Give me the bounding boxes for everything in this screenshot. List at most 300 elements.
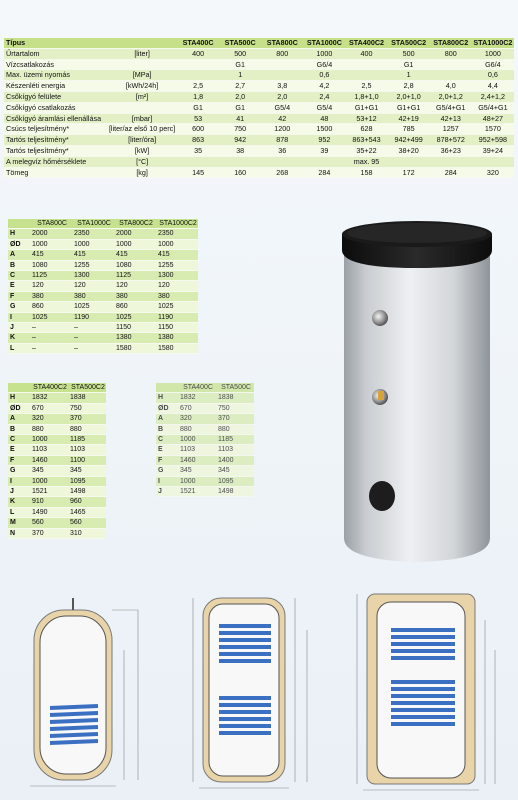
- spec-value: 41: [219, 113, 261, 124]
- spec-value: 2,4: [303, 91, 345, 102]
- dimension-value: 1000: [30, 435, 68, 445]
- dimension-value: 345: [216, 466, 254, 476]
- spec-value: [430, 156, 472, 167]
- spec-value: 2,0+1,0: [388, 91, 430, 102]
- spec-unit: [107, 102, 177, 113]
- spec-value: 863: [177, 135, 219, 146]
- dimension-value: 910: [30, 497, 68, 507]
- dimension-value: 1025: [72, 302, 114, 312]
- spec-value: 145: [177, 167, 219, 178]
- dimension-key: B: [8, 260, 30, 270]
- tank-body: [344, 250, 490, 562]
- dimension-row: [156, 476, 254, 486]
- dimension-value: 1000: [156, 239, 198, 249]
- dimension-value: 1838: [216, 393, 254, 403]
- spec-row: [4, 70, 514, 81]
- spec-value: 2,5: [177, 81, 219, 92]
- dimension-value: 320: [30, 414, 68, 424]
- dimension-key: C: [8, 271, 30, 281]
- spec-value: 2,0: [261, 91, 303, 102]
- dimension-row: [156, 393, 254, 403]
- dimension-value: STA1000C: [72, 219, 114, 229]
- spec-value: 2,7: [219, 81, 261, 92]
- dimension-row: [8, 260, 198, 270]
- dimension-value: 1465: [68, 507, 106, 517]
- spec-unit: [kW]: [107, 145, 177, 156]
- dimension-value: 1832: [178, 393, 216, 403]
- dimension-value: 1000: [30, 239, 72, 249]
- dimension-value: 345: [68, 466, 106, 476]
- spec-row: [4, 124, 514, 135]
- dimension-value: 120: [30, 281, 72, 291]
- spec-unit: [107, 38, 177, 48]
- spec-value: 1: [388, 70, 430, 81]
- dimension-value: –: [72, 343, 114, 353]
- spec-value: STA400C2: [345, 38, 387, 48]
- dimension-value: 120: [72, 281, 114, 291]
- dimension-value: 1103: [68, 445, 106, 455]
- dimension-key: H: [156, 393, 178, 403]
- dimension-value: 320: [178, 414, 216, 424]
- spec-value: 878: [261, 135, 303, 146]
- dimension-value: 2350: [72, 229, 114, 239]
- spec-value: STA1000C: [303, 38, 345, 48]
- spec-label: Vízcsatlakozás: [4, 59, 107, 70]
- dimension-row: [8, 393, 106, 403]
- spec-value: G1: [177, 102, 219, 113]
- spec-unit: [107, 59, 177, 70]
- dimension-value: 2000: [30, 229, 72, 239]
- dimension-row: [8, 518, 106, 528]
- spec-label: Csőkígyó csatlakozás: [4, 102, 107, 113]
- spec-unit: [mbar]: [107, 113, 177, 124]
- spec-value: G5/4+G1: [430, 102, 472, 113]
- spec-value: 39+24: [472, 145, 514, 156]
- dimension-value: 1380: [156, 333, 198, 343]
- drawing-twin-coil: [175, 590, 325, 795]
- spec-value: 878+572: [430, 135, 472, 146]
- dimension-value: 1000: [114, 239, 156, 249]
- spec-value: 39: [303, 145, 345, 156]
- dimension-row: [8, 476, 106, 486]
- dimension-value: STA800C: [30, 219, 72, 229]
- dimension-value: 1190: [72, 312, 114, 322]
- spec-value: 0,6: [472, 70, 514, 81]
- dimension-value: 880: [216, 424, 254, 434]
- spec-value: [261, 156, 303, 167]
- dimension-key: M: [8, 518, 30, 528]
- dimension-key: A: [156, 414, 178, 424]
- spec-value: 1200: [261, 124, 303, 135]
- spec-value: G5/4: [261, 102, 303, 113]
- spec-value: 158: [345, 167, 387, 178]
- spec-row: [4, 167, 514, 178]
- spec-label: Csőkígyó áramlási ellenállása: [4, 113, 107, 124]
- spec-value: [261, 70, 303, 81]
- dimension-value: 2350: [156, 229, 198, 239]
- dimension-key: F: [8, 455, 30, 465]
- sensor-port-upper: [372, 310, 388, 326]
- dimension-value: 860: [114, 302, 156, 312]
- dimension-key: C: [8, 435, 30, 445]
- spec-value: 1: [219, 70, 261, 81]
- dimension-row: [8, 302, 198, 312]
- dimension-key: F: [8, 291, 30, 301]
- spec-value: 400: [345, 48, 387, 59]
- spec-row: [4, 48, 514, 59]
- spec-value: STA800C: [261, 38, 303, 48]
- dimension-key: [8, 383, 30, 393]
- spec-value: 160: [219, 167, 261, 178]
- dimension-row: [8, 291, 198, 301]
- spec-label: Csőkígyó felülete: [4, 91, 107, 102]
- dimension-value: –: [30, 323, 72, 333]
- dimension-value: 1095: [216, 476, 254, 486]
- spec-value: [177, 59, 219, 70]
- dimension-value: 1580: [114, 343, 156, 353]
- dimension-value: 1080: [30, 260, 72, 270]
- dimension-row: [156, 466, 254, 476]
- dimension-row: [8, 271, 198, 281]
- drawing-single-coil: [20, 590, 150, 795]
- spec-value: [345, 59, 387, 70]
- dimension-key: J: [8, 487, 30, 497]
- spec-value: 53: [177, 113, 219, 124]
- dimension-key: E: [8, 281, 30, 291]
- spec-value: 42+19: [388, 113, 430, 124]
- spec-value: G6/4: [472, 59, 514, 70]
- dimension-value: 1255: [156, 260, 198, 270]
- spec-value: 48: [303, 113, 345, 124]
- dimension-value: 1838: [68, 393, 106, 403]
- spec-value: 1000: [472, 48, 514, 59]
- dimension-row: [8, 239, 198, 249]
- dimension-row: [156, 414, 254, 424]
- dimension-table-800-1000: [8, 219, 198, 354]
- dimension-value: 560: [30, 518, 68, 528]
- dimension-value: 380: [72, 291, 114, 301]
- dimension-value: 670: [178, 403, 216, 413]
- dimension-key: E: [156, 445, 178, 455]
- dimension-key: I: [8, 476, 30, 486]
- dimension-value: 1025: [114, 312, 156, 322]
- dimension-value: STA800C2: [114, 219, 156, 229]
- dimension-value: 1095: [68, 476, 106, 486]
- dimension-row: [8, 528, 106, 538]
- dimension-row: [8, 497, 106, 507]
- dimension-key: G: [8, 302, 30, 312]
- dimension-value: 1000: [178, 435, 216, 445]
- flange-port: [369, 481, 395, 511]
- spec-unit: [MPa]: [107, 70, 177, 81]
- spec-label: Csúcs teljesítmény*: [4, 124, 107, 135]
- spec-value: 38+20: [388, 145, 430, 156]
- spec-value: 800: [430, 48, 472, 59]
- spec-value: 1500: [303, 124, 345, 135]
- dimension-key: N: [8, 528, 30, 538]
- dimension-row: [8, 229, 198, 239]
- dimension-key: J: [8, 323, 30, 333]
- dimension-value: 1025: [156, 302, 198, 312]
- spec-value: 2,8: [388, 81, 430, 92]
- dimension-value: 1460: [178, 455, 216, 465]
- spec-value: [430, 70, 472, 81]
- spec-label: Max. üzemi nyomás: [4, 70, 107, 81]
- dimension-value: 1380: [114, 333, 156, 343]
- dimension-value: 370: [68, 414, 106, 424]
- drawing-large-tank: [345, 590, 505, 795]
- spec-row: [4, 102, 514, 113]
- spec-value: 42: [261, 113, 303, 124]
- dimension-row: [156, 424, 254, 434]
- spec-value: [177, 70, 219, 81]
- dimension-value: 1498: [216, 487, 254, 497]
- dimension-key: L: [8, 507, 30, 517]
- dimension-key: B: [8, 424, 30, 434]
- dimension-value: 1460: [30, 455, 68, 465]
- dimension-key: H: [8, 393, 30, 403]
- spec-value: STA500C: [219, 38, 261, 48]
- dimension-value: 1521: [178, 487, 216, 497]
- dimension-value: 1103: [30, 445, 68, 455]
- dimension-row: [156, 445, 254, 455]
- dimension-key: C: [156, 435, 178, 445]
- spec-value: [261, 59, 303, 70]
- spec-unit: [liter/az első 10 perc]: [108, 124, 176, 134]
- dimension-row: [156, 455, 254, 465]
- dimension-key: E: [8, 445, 30, 455]
- dimension-value: 415: [114, 250, 156, 260]
- dimension-value: 120: [114, 281, 156, 291]
- dimension-key: K: [8, 497, 30, 507]
- dimension-value: 345: [30, 466, 68, 476]
- spec-value: 284: [430, 167, 472, 178]
- spec-value: 320: [472, 167, 514, 178]
- spec-value: max. 95: [345, 156, 387, 167]
- dimension-value: 310: [68, 528, 106, 538]
- dimension-value: 1080: [114, 260, 156, 270]
- spec-row: [4, 59, 514, 70]
- spec-unit: [liter]: [107, 48, 177, 59]
- spec-table: [4, 38, 514, 178]
- tank-photo: [336, 220, 498, 566]
- dimension-value: STA400C2: [30, 383, 68, 393]
- dimension-value: 345: [178, 466, 216, 476]
- spec-value: 35: [177, 145, 219, 156]
- dimension-value: STA1000C2: [156, 219, 198, 229]
- spec-value: [430, 59, 472, 70]
- dimension-value: 560: [68, 518, 106, 528]
- spec-value: G1: [219, 102, 261, 113]
- spec-value: G6/4: [303, 59, 345, 70]
- spec-unit: [m²]: [107, 91, 177, 102]
- dimension-value: 1185: [216, 435, 254, 445]
- spec-value: 4,0: [430, 81, 472, 92]
- spec-row: [4, 91, 514, 102]
- dimension-value: 120: [156, 281, 198, 291]
- dimension-value: 1185: [68, 435, 106, 445]
- dimension-key: ØD: [156, 403, 178, 413]
- dimension-value: 1100: [68, 455, 106, 465]
- spec-value: 750: [219, 124, 261, 135]
- spec-value: [388, 156, 430, 167]
- spec-value: 863+543: [345, 135, 387, 146]
- dimension-value: 1000: [178, 476, 216, 486]
- dimension-value: 860: [30, 302, 72, 312]
- dimension-row: [8, 403, 106, 413]
- dimension-row: [8, 414, 106, 424]
- dimension-value: 880: [68, 424, 106, 434]
- spec-value: [219, 156, 261, 167]
- spec-value: G1: [219, 59, 261, 70]
- dimension-row: [8, 281, 198, 291]
- dimension-value: 1400: [216, 455, 254, 465]
- dimension-value: 380: [114, 291, 156, 301]
- dimension-value: 1255: [72, 260, 114, 270]
- dimension-value: STA400C: [178, 383, 216, 393]
- dimension-header-row: [8, 383, 106, 393]
- dimension-value: 2000: [114, 229, 156, 239]
- dimension-key: H: [8, 229, 30, 239]
- dimension-value: 960: [68, 497, 106, 507]
- dimension-value: 1190: [156, 312, 198, 322]
- dimension-row: [8, 312, 198, 322]
- dimension-value: 1125: [114, 271, 156, 281]
- spec-value: 1570: [472, 124, 514, 135]
- dimension-key: A: [8, 414, 30, 424]
- dimension-row: [8, 445, 106, 455]
- dimension-value: 1025: [30, 312, 72, 322]
- spec-value: [345, 70, 387, 81]
- spec-label: A melegvíz hőmérséklete: [4, 156, 107, 167]
- spec-value: 172: [388, 167, 430, 178]
- spec-label: Űrtartalom: [4, 48, 107, 59]
- spec-value: 42+13: [430, 113, 472, 124]
- dimension-value: –: [30, 343, 72, 353]
- spec-value: 4,4: [472, 81, 514, 92]
- dimension-key: A: [8, 250, 30, 260]
- spec-header-row: [4, 38, 514, 48]
- dimension-value: 1300: [156, 271, 198, 281]
- spec-value: 400: [177, 48, 219, 59]
- spec-label: Készenléti energia: [4, 81, 107, 92]
- dimension-key: F: [156, 455, 178, 465]
- dimension-value: 380: [156, 291, 198, 301]
- dimension-table-400c-500c: [156, 383, 254, 497]
- spec-value: 36: [261, 145, 303, 156]
- spec-value: 4,2: [303, 81, 345, 92]
- spec-value: 1257: [430, 124, 472, 135]
- spec-value: 1,8+1,0: [345, 91, 387, 102]
- dimension-row: [8, 466, 106, 476]
- dimension-value: 1000: [72, 239, 114, 249]
- spec-unit: [kWh/24h]: [107, 81, 177, 92]
- spec-value: G1+G1: [345, 102, 387, 113]
- dimension-value: 415: [156, 250, 198, 260]
- dimension-row: [8, 333, 198, 343]
- spec-row: [4, 145, 514, 156]
- dimension-row: [8, 323, 198, 333]
- spec-value: 38: [219, 145, 261, 156]
- spec-value: 952+598: [472, 135, 514, 146]
- dimension-value: 1103: [216, 445, 254, 455]
- dimension-value: 415: [30, 250, 72, 260]
- lower-coil-large: [391, 682, 455, 724]
- dimension-key: [8, 219, 30, 229]
- dimension-key: ØD: [8, 403, 30, 413]
- dimension-value: 370: [30, 528, 68, 538]
- spec-row: [4, 81, 514, 92]
- spec-value: 2,4+1,2: [472, 91, 514, 102]
- dimension-row: [8, 424, 106, 434]
- spec-value: 500: [388, 48, 430, 59]
- spec-value: 2,0: [219, 91, 261, 102]
- dimension-value: 1580: [156, 343, 198, 353]
- spec-value: 785: [388, 124, 430, 135]
- dimension-row: [156, 487, 254, 497]
- spec-value: 3,8: [261, 81, 303, 92]
- spec-unit: [kg]: [107, 167, 177, 178]
- spec-value: 942: [219, 135, 261, 146]
- dimension-row: [156, 403, 254, 413]
- dimension-key: [156, 383, 178, 393]
- dimension-value: 1125: [30, 271, 72, 281]
- spec-unit: [liter/óra]: [107, 135, 177, 146]
- spec-value: G1: [388, 59, 430, 70]
- dimension-value: 1103: [178, 445, 216, 455]
- dimension-header-row: [8, 219, 198, 229]
- dimension-key: B: [156, 424, 178, 434]
- spec-row: [4, 113, 514, 124]
- spec-value: G5/4+G1: [472, 102, 514, 113]
- dimension-row: [8, 435, 106, 445]
- dimension-value: 1490: [30, 507, 68, 517]
- dimension-value: 880: [30, 424, 68, 434]
- dimension-row: [156, 435, 254, 445]
- spec-value: 1000: [303, 48, 345, 59]
- spec-label: Típus: [4, 38, 107, 48]
- dimension-value: 880: [178, 424, 216, 434]
- spec-value: 800: [261, 48, 303, 59]
- dimension-value: 750: [216, 403, 254, 413]
- spec-row: [4, 156, 514, 167]
- spec-value: 600: [177, 124, 219, 135]
- dimension-value: 670: [30, 403, 68, 413]
- spec-value: [472, 156, 514, 167]
- spec-value: 952: [303, 135, 345, 146]
- spec-value: 36+23: [430, 145, 472, 156]
- spec-label: Tartós teljesítmény*: [4, 145, 107, 156]
- dimension-value: STA500C: [216, 383, 254, 393]
- spec-label: Tömeg: [4, 167, 107, 178]
- dimension-row: [8, 343, 198, 353]
- dimension-key: I: [156, 476, 178, 486]
- dimension-table-400c2-500c2: [8, 383, 106, 539]
- spec-value: 48+27: [472, 113, 514, 124]
- dimension-value: 1150: [156, 323, 198, 333]
- dimension-value: –: [30, 333, 72, 343]
- dimension-value: 1521: [30, 487, 68, 497]
- dimension-key: J: [156, 487, 178, 497]
- spec-value: 268: [261, 167, 303, 178]
- spec-value: 284: [303, 167, 345, 178]
- dimension-header-row: [156, 383, 254, 393]
- spec-value: G1+G1: [388, 102, 430, 113]
- spec-value: 1,8: [177, 91, 219, 102]
- dimension-key: G: [8, 466, 30, 476]
- dimension-row: [8, 507, 106, 517]
- spec-value: STA500C2: [388, 38, 430, 48]
